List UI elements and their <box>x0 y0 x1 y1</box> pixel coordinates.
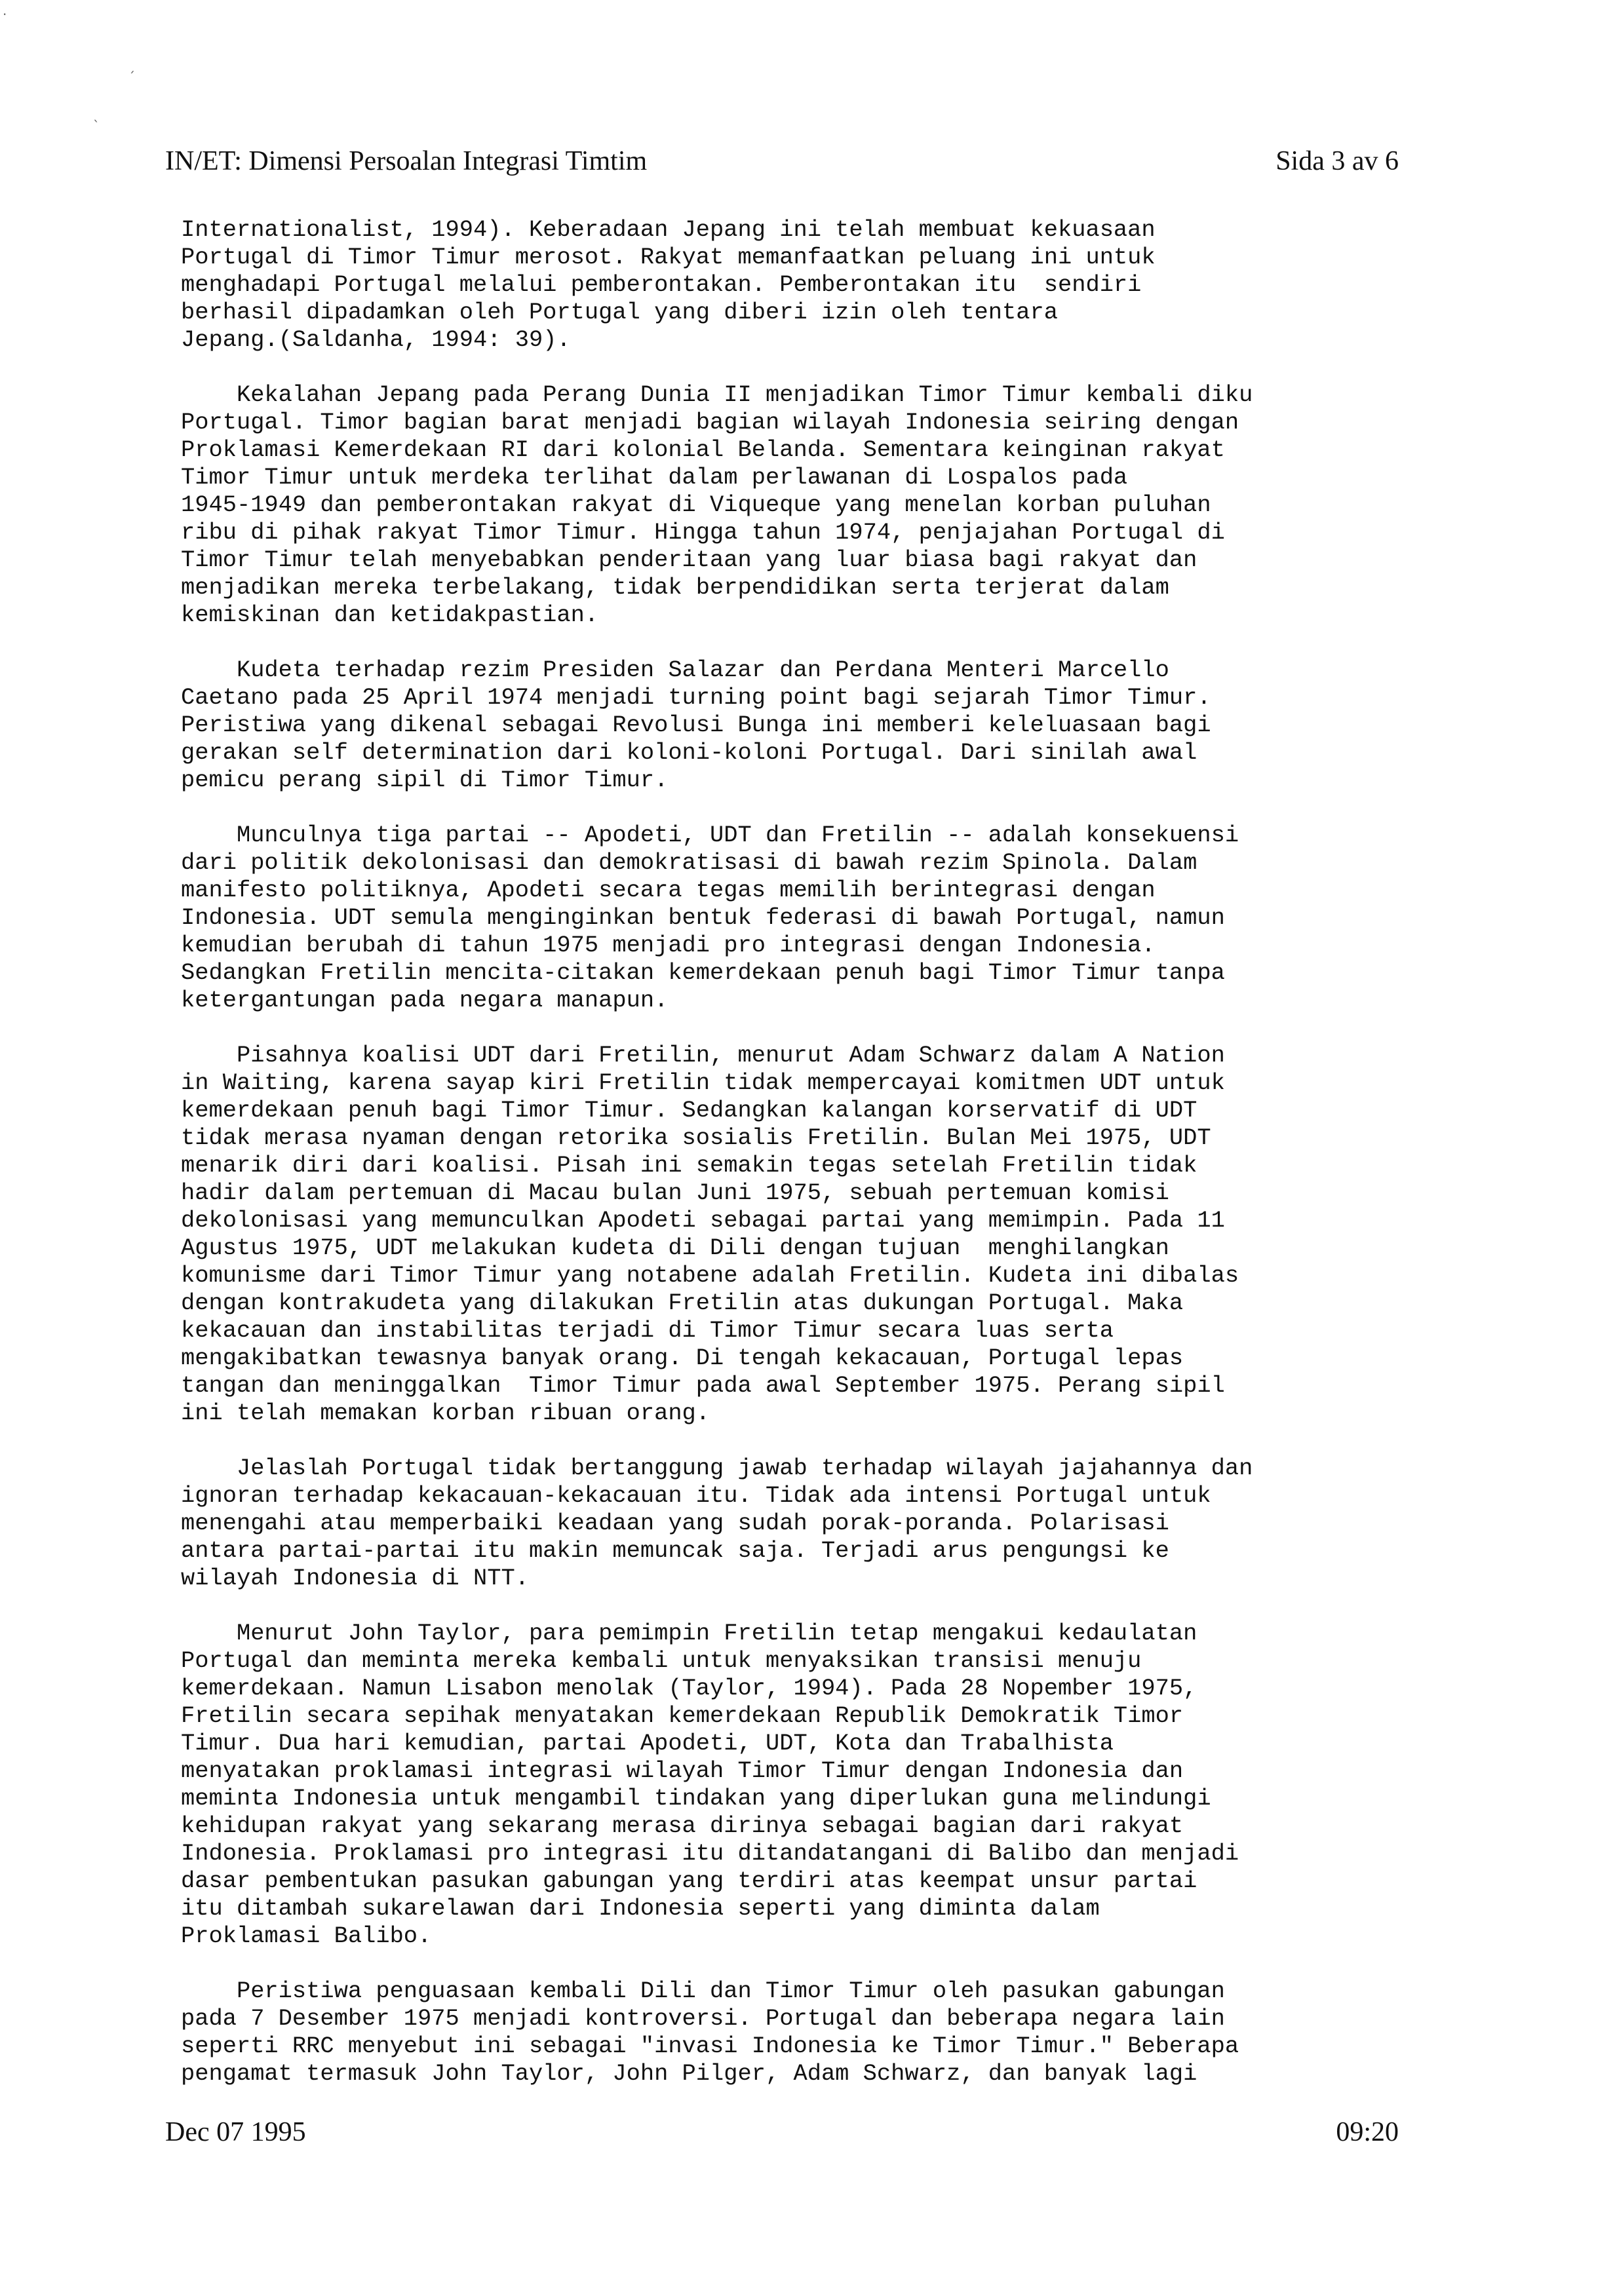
paragraph: Munculnya tiga partai -- Apodeti, UDT dan Fretilin -- adalah konsekuensi dari politik dekolonisasi dan demokratisasi di bawah rezim Spinola. Dalam manifesto politiknya, Apodeti secara tegas memilih berintegrasi dengan Indonesia. UDT semula menginginkan bentuk federasi di bawah Portugal, namun kemudian berubah di tahun 1975 menjadi pro integrasi dengan Indonesia. Sedangkan Fretilin mencita-citakan kemerdekaan penuh bagi Timor Timur tanpa ketergantungan pada negara manapun. <box>181 822 1239 1014</box>
document-body <box>181 216 1400 2115</box>
paragraph: Peristiwa penguasaan kembali Dili dan Timor Timur oleh pasukan gabungan pada 7 Desember 1975 menjadi kontroversi. Portugal dan beberapa negara lain seperti RRC menyebut ini sebagai "invasi Indonesia ke Timor Timur." Beberapa pengamat termasuk John Taylor, John Pilger, Adam Schwarz, dan banyak lagi <box>181 1978 1239 2087</box>
paragraph: Kudeta terhadap rezim Presiden Salazar dan Perdana Menteri Marcello Caetano pada 25 April 1974 menjadi turning point bagi sejarah Timor Timur. Peristiwa yang dikenal sebagai Revolusi Bunga ini memberi keleluasaan bagi gerakan self determination dari koloni-koloni Portugal. Dari sinilah awal pemicu perang sipil di Timor Timur. <box>181 657 1211 794</box>
document-title: IN/ET: Dimensi Persoalan Integrasi Timtim <box>165 146 648 176</box>
scan-speck: ˋ <box>93 118 100 134</box>
paragraph: Menurut John Taylor, para pemimpin Fretilin tetap mengakui kedaulatan Portugal dan meminta mereka kembali untuk menyaksikan transisi menuju kemerdekaan. Namun Lisabon menolak (Taylor, 1994). Pada 28 Nopember 1975, Fretilin secara sepihak menyatakan kemerdekaan Republik Demokratik Timor Timur. Dua hari kemudian, partai Apodeti, UDT, Kota dan Trabalhista menyatakan proklamasi integrasi wilayah Timor Timur dengan Indonesia dan meminta Indonesia untuk mengambil tindakan yang diperlukan guna melindungi kehidupan rakyat yang sekarang merasa dirinya sebagai bagian dari rakyat Indonesia. Proklamasi pro integrasi itu ditandatangani di Balibo dan menjadi dasar pembentukan pasukan gabungan yang terdiri atas keempat unsur partai itu ditambah sukarelawan dari Indonesia seperti yang diminta dalam Proklamasi Balibo. <box>181 1620 1239 1949</box>
footer-date: Dec 07 1995 <box>165 2117 306 2147</box>
page-footer <box>165 2116 1399 2148</box>
scan-speck: · <box>3 7 7 22</box>
scan-speck: ˏ <box>128 58 135 73</box>
paragraph: Internationalist, 1994). Keberadaan Jepang ini telah membuat kekuasaan Portugal di Timor Timur merosot. Rakyat memanfaatkan peluang ini untuk menghadapi Portugal melalui pemberontakan. Pemberontakan itu sendiri berhasil dipadamkan oleh Portugal yang diberi izin oleh tentara Jepang.(Saldanha, 1994: 39). <box>181 217 1156 353</box>
page-number: Sida 3 av 6 <box>1275 146 1399 176</box>
footer-time: 09:20 <box>1336 2117 1399 2147</box>
paragraph: Kekalahan Jepang pada Perang Dunia II menjadikan Timor Timur kembali diku Portugal. Timor bagian barat menjadi bagian wilayah Indonesia seiring dengan Proklamasi Kemerdekaan RI dari kolonial Belanda. Sementara keinginan rakyat Timor Timur untuk merdeka terlihat dalam perlawanan di Lospalos pada 1945-1949 dan pemberontakan rakyat di Viqueque yang menelan korban puluhan ribu di pihak rakyat Timor Timur. Hingga tahun 1974, penjajahan Portugal di Timor Timur telah menyebabkan penderitaan yang luar biasa bagi rakyat dan menjadikan mereka terbelakang, tidak berpendidikan serta terjerat dalam kemiskinan dan ketidakpastian. <box>181 382 1253 628</box>
page-header <box>165 145 1399 177</box>
paragraph: Pisahnya koalisi UDT dari Fretilin, menurut Adam Schwarz dalam A Nation in Waiting, karena sayap kiri Fretilin tidak mempercayai komitmen UDT untuk kemerdekaan penuh bagi Timor Timur. Sedangkan kalangan korservatif di UDT tidak merasa nyaman dengan retorika sosialis Fretilin. Bulan Mei 1975, UDT menarik diri dari koalisi. Pisah ini semakin tegas setelah Fretilin tidak hadir dalam pertemuan di Macau bulan Juni 1975, sebuah pertemuan komisi dekolonisasi yang memunculkan Apodeti sebagai partai yang memimpin. Pada 11 Agustus 1975, UDT melakukan kudeta di Dili dengan tujuan menghilangkan komunisme dari Timor Timur yang notabene adalah Fretilin. Kudeta ini dibalas dengan kontrakudeta yang dilakukan Fretilin atas dukungan Portugal. Maka kekacauan dan instabilitas terjadi di Timor Timur secara luas serta mengakibatkan tewasnya banyak orang. Di tengah kekacauan, Portugal lepas tangan dan meninggalkan Timor Timur pada awal September 1975. Perang sipil ini telah memakan korban ribuan orang. <box>181 1043 1239 1426</box>
paragraph: Jelaslah Portugal tidak bertanggung jawab terhadap wilayah jajahannya dan ignoran terhadap kekacauan-kekacauan itu. Tidak ada intensi Portugal untuk menengahi atau memperbaiki keadaan yang sudah porak-poranda. Polarisasi antara partai-partai itu makin memuncak saja. Terjadi arus pengungsi ke wilayah Indonesia di NTT. <box>181 1455 1253 1592</box>
